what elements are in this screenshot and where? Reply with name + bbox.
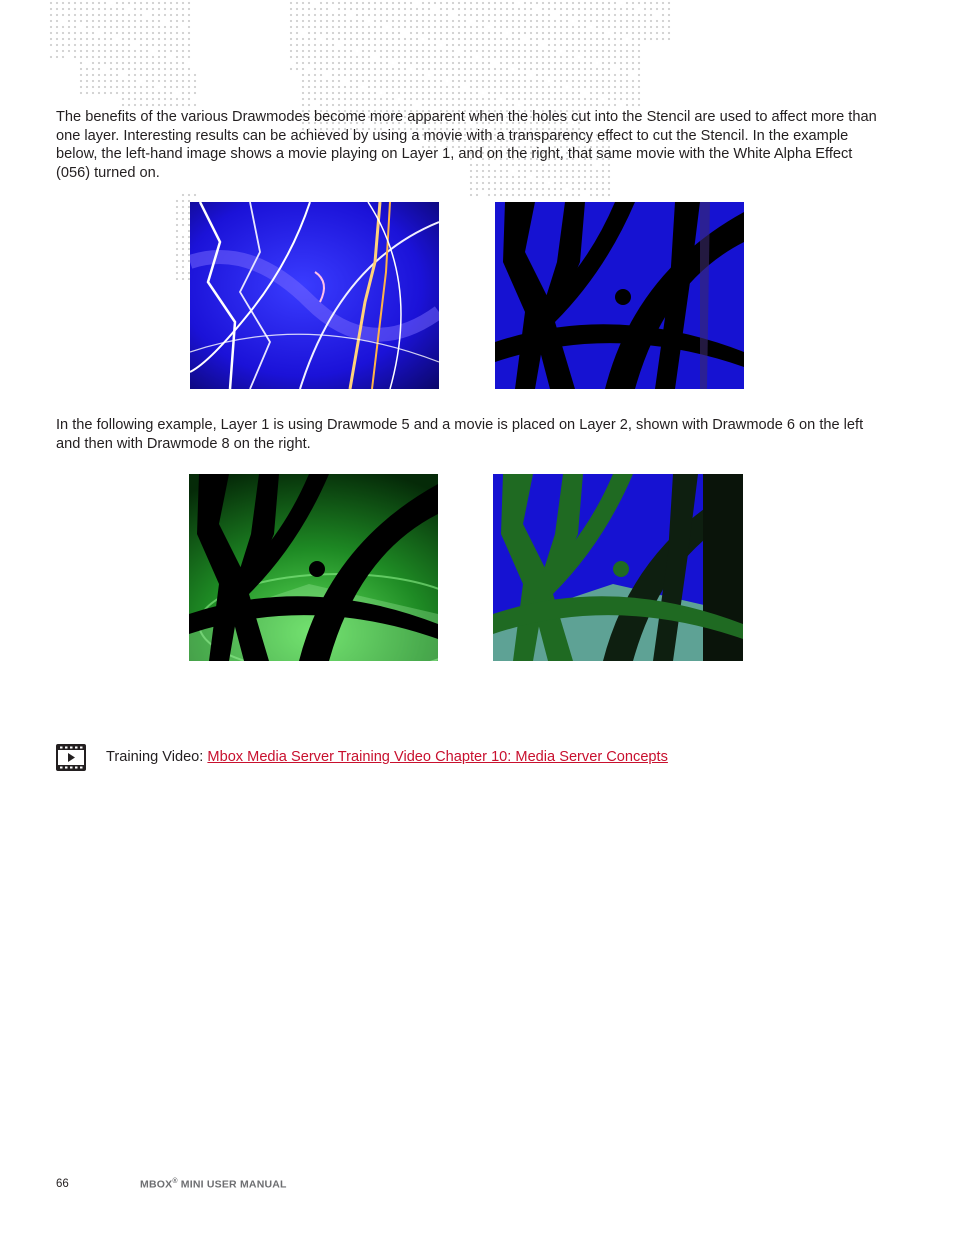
training-video-label: Training Video: xyxy=(106,749,208,765)
training-video-link[interactable]: Mbox Media Server Training Video Chapter 10: Media Server Concepts xyxy=(207,749,668,765)
training-video-text xyxy=(106,748,668,766)
drawmode-8-image xyxy=(493,474,743,661)
manual-title xyxy=(140,1178,287,1191)
manual-title-text: MINI USER MANUAL xyxy=(177,1178,287,1191)
body-paragraph-drawmode-example: In the following example, Layer 1 is using Drawmode 5 and a movie is placed on Layer 2, shown with Drawmode 6 on the left and then with Drawmode 8 on the right. xyxy=(56,417,864,452)
page-number: 66 xyxy=(56,1178,69,1190)
manual-brand: MBOX xyxy=(140,1178,173,1191)
film-play-icon[interactable] xyxy=(56,744,86,771)
movie-layer1-lightning-image xyxy=(190,202,439,389)
drawmode-6-image xyxy=(189,474,438,661)
movie-white-alpha-effect-image xyxy=(495,202,744,389)
registered-mark: ® xyxy=(172,1178,178,1185)
body-paragraph-stencil-drawmodes: The benefits of the various Drawmodes become more apparent when the holes cut into the Stencil are used to affect more than one layer. Interesting results can be achieved by using a movie with a transparency effect to cut the Stencil. In the example below, the left-hand image shows a movie playing on Layer 1, and on the right, that same movie with the White Alpha Effect (056) turned on. xyxy=(56,109,877,182)
